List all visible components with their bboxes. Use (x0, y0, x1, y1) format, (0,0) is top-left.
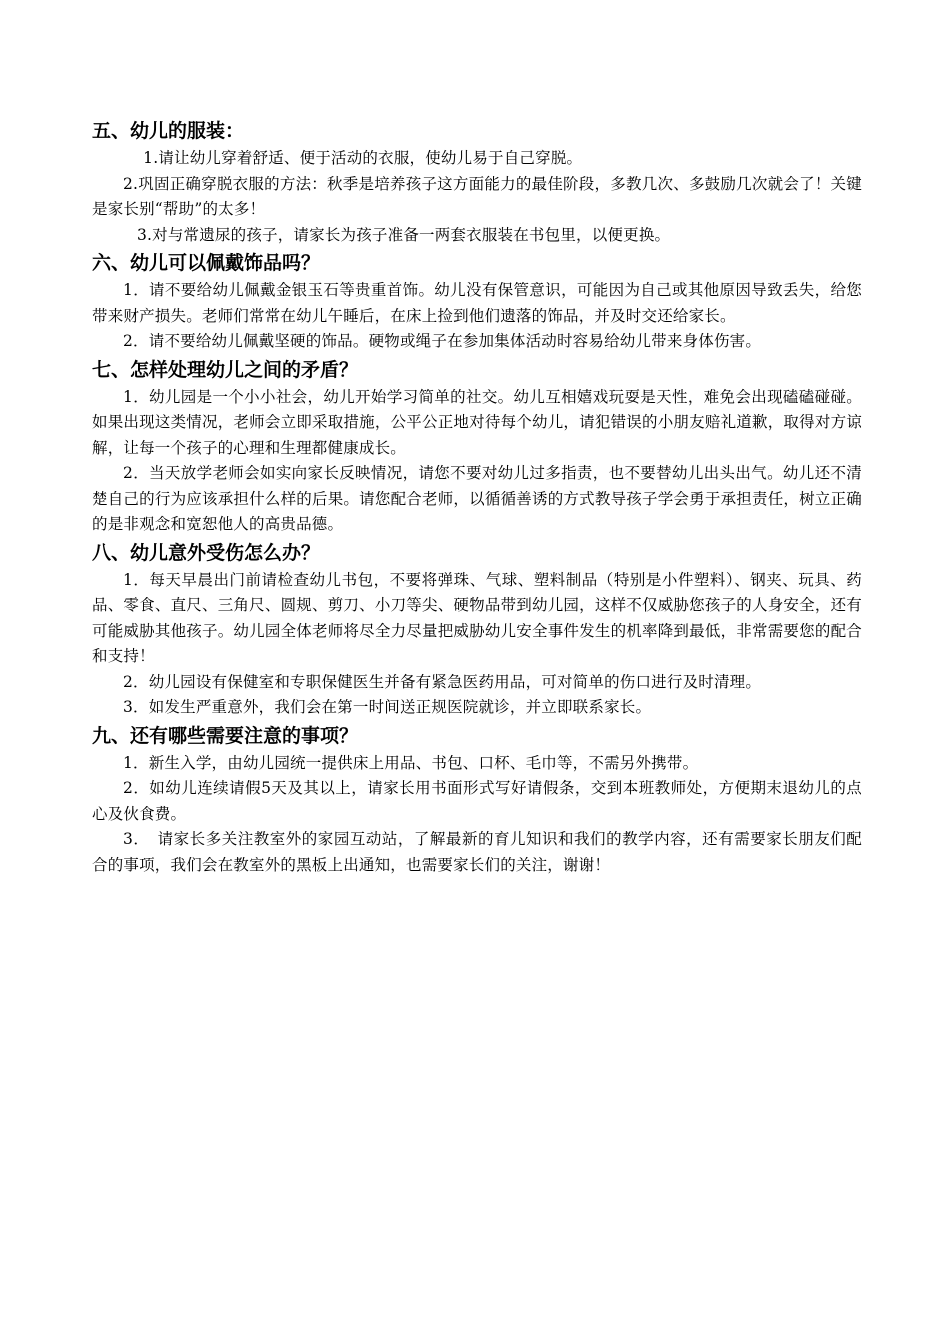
paragraph: 2．当天放学老师会如实向家长反映情况，请您不要对幼儿过多指责，也不要替幼儿出头出气。幼儿还不清楚自己的行为应该承担什么样的后果。请您配合老师，以循循善诱的方式教导孩子学会勇于承担责任，树立正确的是非观念和宽恕他人的高贵品德。 (92, 464, 862, 533)
paragraph: 1．新生入学，由幼儿园统一提供床上用品、书包、口杯、毛巾等，不需另外携带。 (123, 753, 699, 772)
section-injuries (92, 538, 862, 721)
section-title: 六、幼儿可以佩戴饰品吗？ (92, 252, 321, 274)
section-title: 九、还有哪些需要注意的事项？ (92, 724, 359, 747)
paragraph: 3．如发生严重意外，我们会在第一时间送正规医院就诊，并立即联系家长。 (123, 698, 652, 716)
document-page (92, 116, 862, 878)
paragraph: 2．请不要给幼儿佩戴坚硬的饰品。硬物或绳子在参加集体活动时容易给幼儿带来身体伤害。 (123, 332, 762, 350)
section-title: 八、幼儿意外受伤怎么办？ (92, 541, 321, 564)
paragraph: 3.对与常遗尿的孩子，请家长为孩子准备一两套衣服装在书包里，以便更换。 (136, 225, 671, 244)
paragraph: 1．幼儿园是一个小小社会，幼儿开始学习简单的社交。幼儿互相嬉戏玩耍是天性，难免会出现磕磕碰碰。如果出现这类情况，老师会立即采取措施，公平公正地对待每个幼儿，请犯错误的小朋友赔礼道歉，取得对方谅解，让每一个孩子的心理和生理都健康成长。 (92, 387, 862, 457)
paragraph: 3． 请家长多关注教室外的家园互动站，了解最新的育儿知识和我们的教学内容，还有需要家长朋友们配合的事项，我们会在教室外的黑板上出通知，也需要家长们的关注，谢谢！ (92, 830, 862, 874)
paragraph: 1．请不要给幼儿佩戴金银玉石等贵重首饰。幼儿没有保管意识，可能因为自己或其他原因导致丢失，给您带来财产损失。老师们常常在幼儿午睡后，在床上捡到他们遗落的饰品，并及时交还给家长。 (92, 281, 862, 325)
section-conflicts (92, 355, 862, 538)
paragraph: 1.请让幼儿穿着舒适、便于活动的衣服，使幼儿易于自己穿脱。 (143, 149, 583, 167)
section-accessories (92, 248, 862, 355)
paragraph: 1．每天早晨出门前请检查幼儿书包，不要将弹珠、气球、塑料制品（特别是小件塑料）、钢夹、玩具、药品、零食、直尺、三角尺、圆规、剪刀、小刀等尖、硬物品带到幼儿园，这样不仅威胁您孩子的人身安全，还有可能威胁其他孩子。幼儿园全体老师将尽全力尽量把威胁幼儿安全事件发生的机率降到最低，非常需要您的配合和支持！ (92, 570, 862, 665)
section-other-notes (92, 721, 862, 879)
paragraph: 2．幼儿园设有保健室和专职保健医生并备有紧急医药用品，可对简单的伤口进行及时清理。 (123, 672, 762, 691)
paragraph: 2.巩固正确穿脱衣服的方法：秋季是培养孩子这方面能力的最佳阶段，多教几次、多鼓励几次就会了！关键是家长别“帮助”的太多！ (92, 174, 862, 218)
paragraph: 2．如幼儿连续请假5天及其以上，请家长用书面形式写好请假条，交到本班教师处，方便期末退幼儿的点心及伙食费。 (92, 779, 862, 823)
section-title: 五、幼儿的服装： (92, 120, 245, 142)
section-clothing (92, 116, 862, 248)
section-title: 七、怎样处理幼儿之间的矛盾？ (92, 358, 359, 381)
